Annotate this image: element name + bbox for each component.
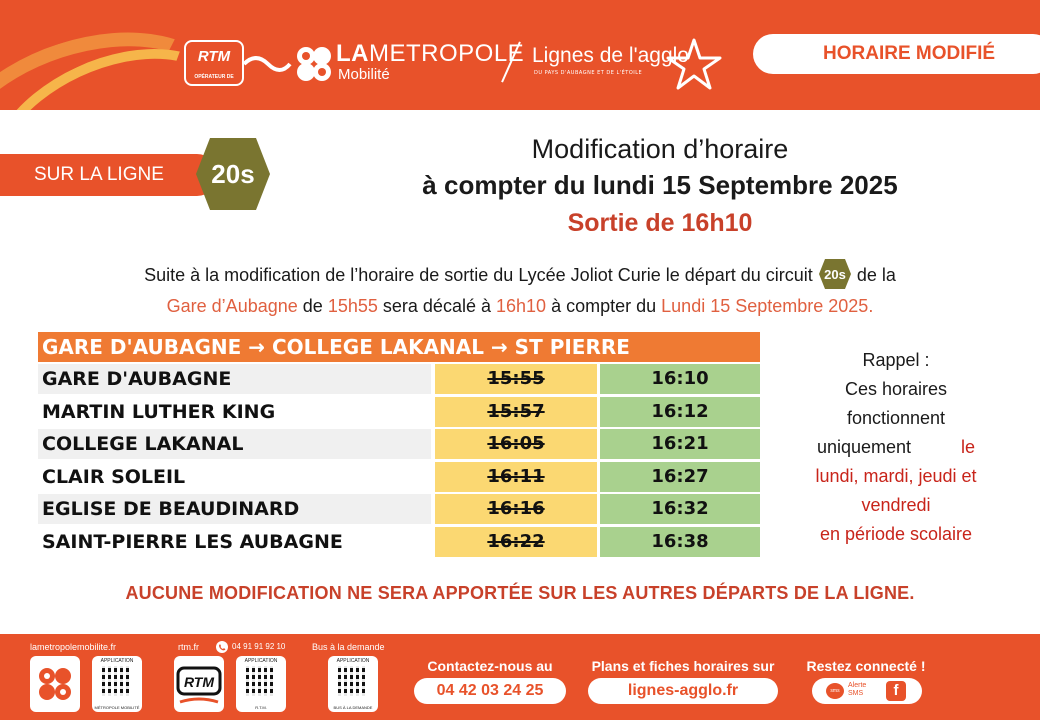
facebook-icon[interactable]: f [886,681,906,701]
reminder-period: en période scolaire [819,524,973,544]
rtm-logo-text: RTM [183,674,215,690]
metropole-title: LAMETROPOLE [336,40,525,67]
timetable-row [38,364,760,394]
reminder-line: uniquement le [816,437,976,457]
qr-pattern [246,666,276,696]
header-banner [0,0,1040,110]
qr-subcaption: BUS À LA DEMANDE [333,705,373,710]
sms-icon[interactable]: sms [826,683,844,699]
footer-bus-demande: Bus à la demande [312,642,385,652]
new-time: 16:38 [600,527,760,557]
qr-pattern [102,666,132,696]
new-time: 16:32 [600,494,760,524]
para-de: de [302,296,323,316]
new-time: 16:10 [600,364,760,394]
agglo-title: Lignes de l'agglo [532,44,689,67]
new-time: 16:12 [600,397,760,427]
timetable-row [38,494,760,524]
para-text-2: de la [856,264,896,285]
plans-label: Plans et fiches horaires sur [591,658,775,674]
metropole-logo-icon [294,44,334,84]
reminder-line: fonctionnent [846,408,946,428]
qr-code-metropole[interactable] [92,656,142,712]
description-paragraph [40,260,1000,321]
timetable-row [38,462,760,492]
qr-caption: APPLICATION [244,658,278,664]
star-icon [664,36,724,92]
para-new-time: 16h10 [496,296,547,316]
reminder-days: lundi, mardi, jeudi et [815,466,977,486]
para-text-1: Suite à la modification de l’horaire de sortie du Lycée Joliot Curie le départ du circuit [144,264,813,285]
agglo-subtitle: DU PAYS D'AUBAGNE ET DE L'ÉTOILE [534,70,643,76]
qr-caption: APPLICATION [100,658,134,664]
old-time: 16:22 [435,527,597,557]
exit-time-title: Sortie de 16h10 [567,209,753,237]
old-time: 15:57 [435,397,597,427]
footer-site-metropole[interactable]: lametropolemobilite.fr [30,642,117,652]
para-old-time: 15h55 [327,296,378,316]
qr-code-rtm[interactable] [236,656,286,712]
qr-subcaption: R.T.M. [255,705,267,710]
stop-name: GARE D'AUBAGNE [38,364,431,394]
metropole-app-logo [30,656,80,712]
new-time: 16:21 [600,429,760,459]
wave-icon [242,54,292,74]
old-time: 15:55 [435,364,597,394]
reminder-line: Ces horaires [844,379,948,399]
footer-phone-small: 04 91 91 92 10 [232,642,286,651]
line-number-text: 20s [211,159,255,189]
timetable-row [38,527,760,557]
timetable-row [38,397,760,427]
plans-website-link[interactable]: lignes-agglo.fr [588,678,778,704]
stop-name: SAINT-PIERRE LES AUBAGNE [38,527,431,557]
reminder-box [776,346,1016,549]
old-time: 16:05 [435,429,597,459]
rtm-logo: RTM OPÉRATEUR DE [184,40,244,86]
metropole-subtitle: Mobilité [338,66,390,83]
notice-text: AUCUNE MODIFICATION NE SERA APPORTÉE SUR LES AUTRES DÉPARTS DE LA LIGNE. [125,583,915,603]
footer-site-rtm[interactable]: rtm.fr [178,642,199,652]
contact-phone[interactable]: 04 42 03 24 25 [414,678,566,704]
modified-schedule-badge: HORAIRE MODIFIÉ [753,34,1040,74]
phone-icon [216,641,228,653]
new-time: 16:27 [600,462,760,492]
para-a-compter: à compter du [551,296,657,316]
old-time: 16:16 [435,494,597,524]
timetable-row [38,429,760,459]
old-time: 16:11 [435,462,597,492]
qr-caption: APPLICATION [336,658,370,664]
rtm-app-logo [174,656,224,712]
footer [0,634,1040,720]
connect-label: Restez connecté ! [806,658,926,674]
inline-line-number: 20s [823,267,846,282]
para-sera: sera décalé à [382,296,491,316]
qr-subcaption: MÉTROPOLE MOBILITÉ [94,705,140,710]
partner-logos [178,36,738,92]
sms-alert-text: Alerte SMS [848,682,867,697]
qr-code-bus-demande[interactable] [328,656,378,712]
line-label-tab: SUR LA LIGNE [0,154,218,196]
contact-label: Contactez-nous au [427,658,553,674]
inline-line-badge [818,258,852,290]
reminder-title: Rappel : [862,350,930,370]
stop-name: EGLISE DE BEAUDINARD [38,494,431,524]
social-links [812,678,922,704]
stop-name: COLLEGE LAKANAL [38,429,431,459]
para-date: Lundi 15 Septembre 2025. [661,296,874,316]
qr-pattern [338,666,368,696]
stop-name: CLAIR SOLEIL [38,462,431,492]
reminder-days: vendredi [861,495,931,515]
timetable-header: GARE D'AUBAGNE → COLLEGE LAKANAL → ST PIERRE [38,332,760,362]
effective-date-title: à compter du lundi 15 Septembre 2025 [422,170,898,200]
page-title: Modification d’horaire [531,134,789,164]
para-station: Gare d’Aubagne [166,296,298,316]
rtm-logo-sub: OPÉRATEUR DE [194,74,234,80]
stop-name: MARTIN LUTHER KING [38,397,431,427]
